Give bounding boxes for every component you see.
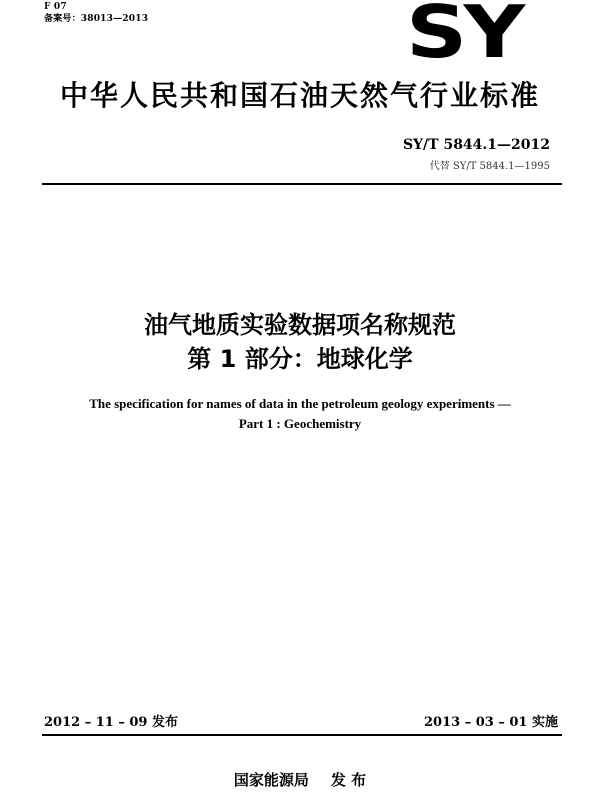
replaces-standard: 代替 SY/T 5844.1—1995 [429, 161, 550, 172]
classification-code: F 07 [44, 2, 67, 12]
title-chinese-line2: 第 1 部分：地球化学 [187, 345, 413, 373]
title-english-line2: Part 1 : Geochemistry [238, 416, 362, 431]
publisher-name: 国家能源局 [233, 771, 309, 789]
publisher-action: 发 布 [330, 771, 367, 789]
implementation-date: 2013 – 03 – 01 实施 [424, 715, 558, 730]
issue-date: 2012 – 11 – 09 发布 [44, 715, 178, 730]
filing-number: 备案号：38013—2013 [44, 14, 149, 24]
bottom-divider [42, 734, 562, 736]
title-english-line1: The specification for names of data in the petroleum geology experiments — [89, 396, 511, 411]
publisher-line [0, 769, 600, 790]
top-divider [42, 183, 562, 185]
industry-standard-title: 中华人民共和国石油天然气行业标准 [59, 79, 540, 112]
title-chinese-line1: 油气地质实验数据项名称规范 [144, 311, 456, 339]
standard-number: SY/T 5844.1—2012 [402, 137, 550, 153]
sy-logo: SY [406, 0, 522, 74]
